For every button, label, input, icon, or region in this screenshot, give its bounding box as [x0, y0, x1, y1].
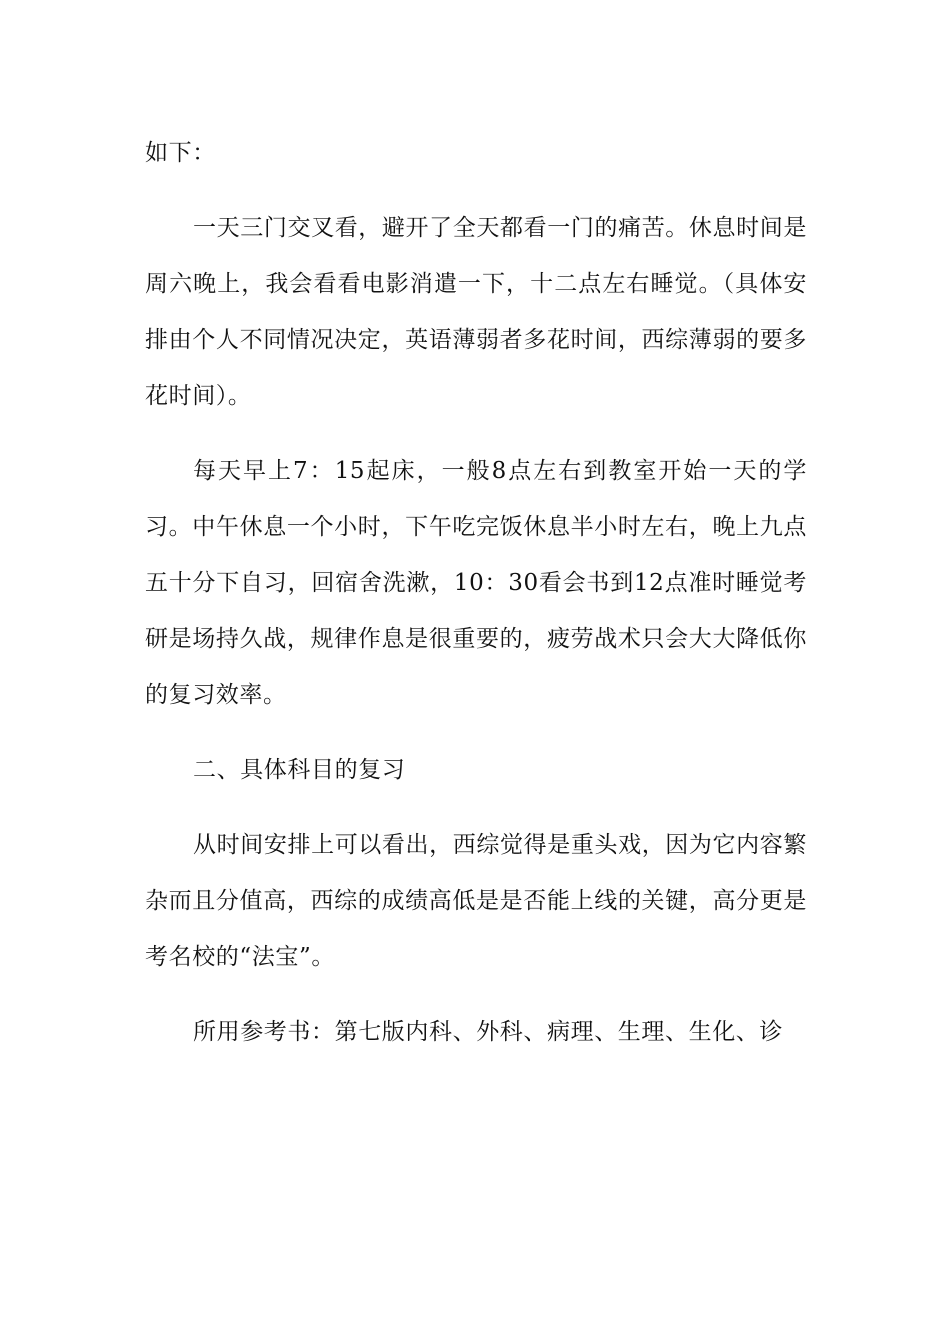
paragraph-western-medicine: 从时间安排上可以看出，西综觉得是重头戏，因为它内容繁杂而且分值高，西综的成绩高低是是否能上线的关键，高分更是考名校的“法宝”。	[145, 832, 807, 970]
section-heading-subjects: 二、具体科目的复习	[193, 757, 406, 783]
paragraph-study-schedule: 一天三门交叉看，避开了全天都看一门的痛苦。休息时间是周六晚上，我会看看电影消遣一下，十二点左右睡觉。（具体安排由个人不同情况决定，英语薄弱者多花时间，西综薄弱的要多花时间）。	[145, 215, 807, 409]
document-body	[145, 125, 807, 1079]
paragraph-continuation: 如下：	[145, 140, 216, 166]
paragraph-daily-routine: 每天早上7：15起床，一般8点左右到教室开始一天的学习。中午休息一个小时，下午吃完饭休息半小时左右，晚上九点五十分下自习，回宿舍洗漱，10：30看会书到12点准时睡觉考研是场持久战，规律作息是很重要的，疲劳战术只会大大降低你的复习效率。	[145, 458, 807, 708]
paragraph-reference-books: 所用参考书：第七版内科、外科、病理、生理、生化、诊	[193, 1019, 783, 1045]
